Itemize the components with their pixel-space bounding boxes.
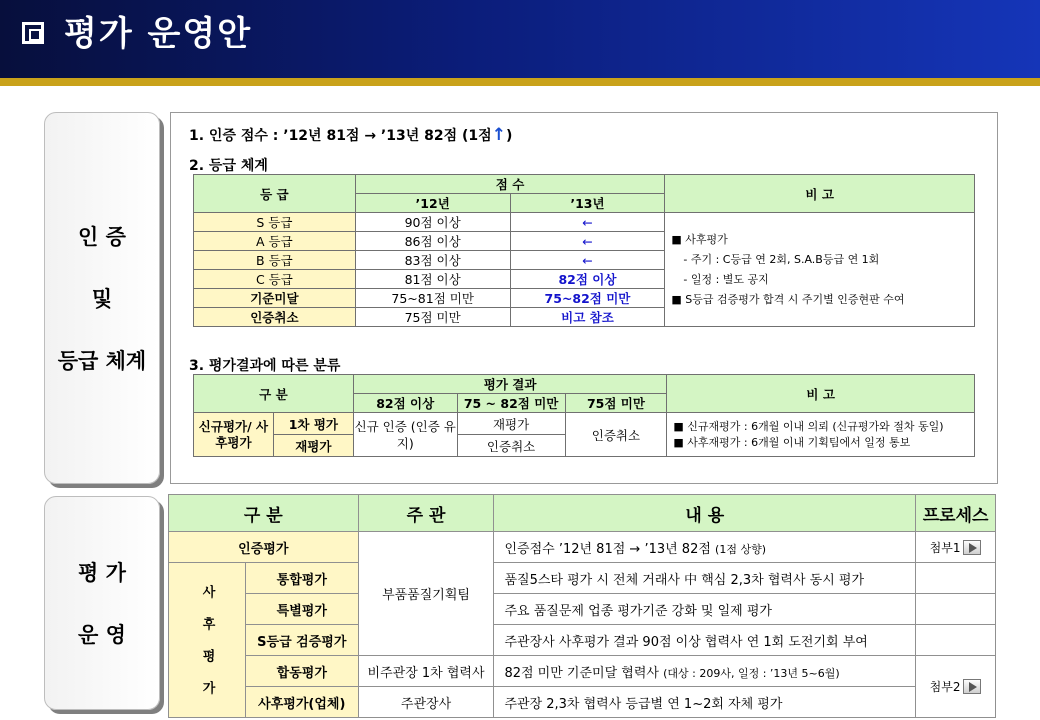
- content-text: 인증점수 ’12년 81점 → ’13년 82점: [504, 541, 711, 557]
- up-arrow-icon: ↑: [491, 125, 506, 145]
- score-13-cell: 82점 이상: [510, 270, 665, 289]
- same-arrow-icon: ←: [510, 232, 665, 251]
- score-12-cell: 86점 이상: [355, 232, 510, 251]
- eval-name-cell: 인증평가: [169, 532, 359, 563]
- eval-name-cell: 합동평가: [246, 656, 359, 687]
- result-header: 평가 결과: [353, 375, 667, 394]
- content-cell: 주관장사 사후평가 결과 90점 이상 협력사 연 1회 도전기회 부여: [494, 625, 916, 656]
- remark-line: ■ 사후재평가 : 6개월 이내 기획팀에서 일정 통보: [673, 435, 911, 449]
- eval-name-cell: 사후평가(업체): [246, 687, 359, 718]
- score-12-cell: 75점 미만: [355, 308, 510, 327]
- content-cell: 품질5스타 평가 시 전체 거래사 中 핵심 2,3차 협력사 동시 평가: [494, 563, 916, 594]
- year12-header: ’12년: [355, 194, 510, 213]
- content-cell: 주관장 2,3차 협력사 등급별 연 1~2회 자체 평가: [494, 687, 916, 718]
- title-square-icon: [22, 22, 44, 44]
- score-13-cell: 비고 참조: [510, 308, 665, 327]
- remark-line: - 일정 : 별도 공지: [683, 272, 769, 286]
- cancel-cell: 인증취소: [457, 435, 565, 457]
- grade-cell: C 등급: [194, 270, 356, 289]
- first-eval-cell: 1차 평가: [273, 413, 353, 435]
- year13-header: ’13년: [510, 194, 665, 213]
- content-cell: 주요 품질문제 업종 평가기준 강화 및 일제 평가: [494, 594, 916, 625]
- content-note: (대상 : 209사, 일정 : ’13년 5~6월): [663, 666, 840, 680]
- owner-header: 주 관: [358, 495, 494, 532]
- attachment-2-link[interactable]: [930, 678, 982, 695]
- side-label-line: 및: [91, 287, 113, 311]
- eval-name-cell: 특별평가: [246, 594, 359, 625]
- section1-text: 1. 인증 점수 : ’12년 81점 → ’13년 82점 (1점: [189, 128, 492, 144]
- score-header: 점 수: [355, 175, 665, 194]
- side-label-operation: [44, 496, 160, 710]
- range-75-82-header: 75 ~ 82점 미만: [457, 394, 565, 413]
- content-cell: [494, 656, 916, 687]
- side-label-line: 등급 체계: [57, 349, 147, 373]
- evaluation-operation-table: [168, 494, 996, 718]
- side-label-certification: [44, 112, 160, 484]
- process-cell: [916, 625, 996, 656]
- content-text: 82점 미만 기준미달 협력사: [504, 665, 659, 681]
- grade-cell: B 등급: [194, 251, 356, 270]
- remark-line: - 주기 : C등급 연 2회, S.A.B등급 연 1회: [683, 252, 880, 266]
- remark-line: ■ 사후평가: [671, 232, 728, 246]
- content-cell: [494, 532, 916, 563]
- certification-panel: [170, 112, 998, 484]
- page-title: 평가 운영안: [64, 14, 253, 54]
- grade-cell: 기준미달: [194, 289, 356, 308]
- same-arrow-icon: ←: [510, 251, 665, 270]
- remark-line: ■ S등급 검증평가 합격 시 주기별 인증현판 수여: [671, 292, 905, 306]
- score-12-cell: 75~81점 미만: [355, 289, 510, 308]
- side-label-line: 평 가: [78, 561, 126, 585]
- process-cell: [916, 532, 996, 563]
- attachment-label: 첨부1: [929, 540, 961, 555]
- same-arrow-icon: ←: [510, 213, 665, 232]
- side-label-line: 인 증: [78, 225, 126, 249]
- cert-cell: 신규 인증 (인증 유지): [353, 413, 457, 457]
- side-label-line: 운 영: [78, 623, 126, 647]
- owner-cell: 비주관장 1차 협력사: [358, 656, 494, 687]
- grade-remarks: [665, 213, 975, 327]
- owner-cell: 주관장사: [358, 687, 494, 718]
- eval-name-cell: 통합평가: [246, 563, 359, 594]
- grade-header: 등 급: [194, 175, 356, 213]
- owner-cell: 부품품질기획팀: [358, 532, 494, 656]
- content-note: (1점 상향): [715, 542, 767, 556]
- grade-cell: S 등급: [194, 213, 356, 232]
- attachment-label: 첨부2: [929, 680, 961, 694]
- section1-line: [189, 125, 512, 145]
- post-eval-label: 사 후 평 가: [169, 563, 246, 718]
- attachment-1-link[interactable]: [930, 539, 982, 556]
- process-cell: [916, 594, 996, 625]
- section2-title: 2. 등급 체계: [189, 158, 268, 174]
- range-82-header: 82점 이상: [353, 394, 457, 413]
- grade-table: [193, 174, 975, 327]
- reeval-cell: 재평가: [457, 413, 565, 435]
- section1-suffix: ): [505, 128, 513, 144]
- remark-header: 비 고: [665, 175, 975, 213]
- category-header: 구 분: [194, 375, 354, 413]
- classification-remarks: [667, 413, 975, 457]
- score-12-cell: 90점 이상: [355, 213, 510, 232]
- process-cell: [916, 563, 996, 594]
- content-header: 내 용: [494, 495, 916, 532]
- reeval-row-cell: 재평가: [273, 435, 353, 457]
- process-header: 프로세스: [916, 495, 996, 532]
- grade-cell: A 등급: [194, 232, 356, 251]
- section3-title: 3. 평가결과에 따른 분류: [189, 358, 341, 374]
- process-cell: [916, 656, 996, 718]
- remark-line: ■ 신규재평가 : 6개월 이내 의뢰 (신규평가와 절차 동일): [673, 419, 944, 433]
- classification-table: [193, 374, 975, 457]
- header-gold-bar: [0, 78, 1040, 86]
- score-12-cell: 83점 이상: [355, 251, 510, 270]
- score-13-cell: 75~82점 미만: [510, 289, 665, 308]
- range-75-header: 75점 미만: [565, 394, 667, 413]
- play-icon[interactable]: [963, 679, 981, 694]
- grade-cell: 인증취소: [194, 308, 356, 327]
- play-icon[interactable]: [963, 540, 981, 555]
- group-cell: 신규평가/ 사후평가: [194, 413, 274, 457]
- remark-header: 비 고: [667, 375, 975, 413]
- eval-name-cell: S등급 검증평가: [246, 625, 359, 656]
- score-12-cell: 81점 이상: [355, 270, 510, 289]
- category-header: 구 분: [169, 495, 359, 532]
- cancel-cell: 인증취소: [565, 413, 667, 457]
